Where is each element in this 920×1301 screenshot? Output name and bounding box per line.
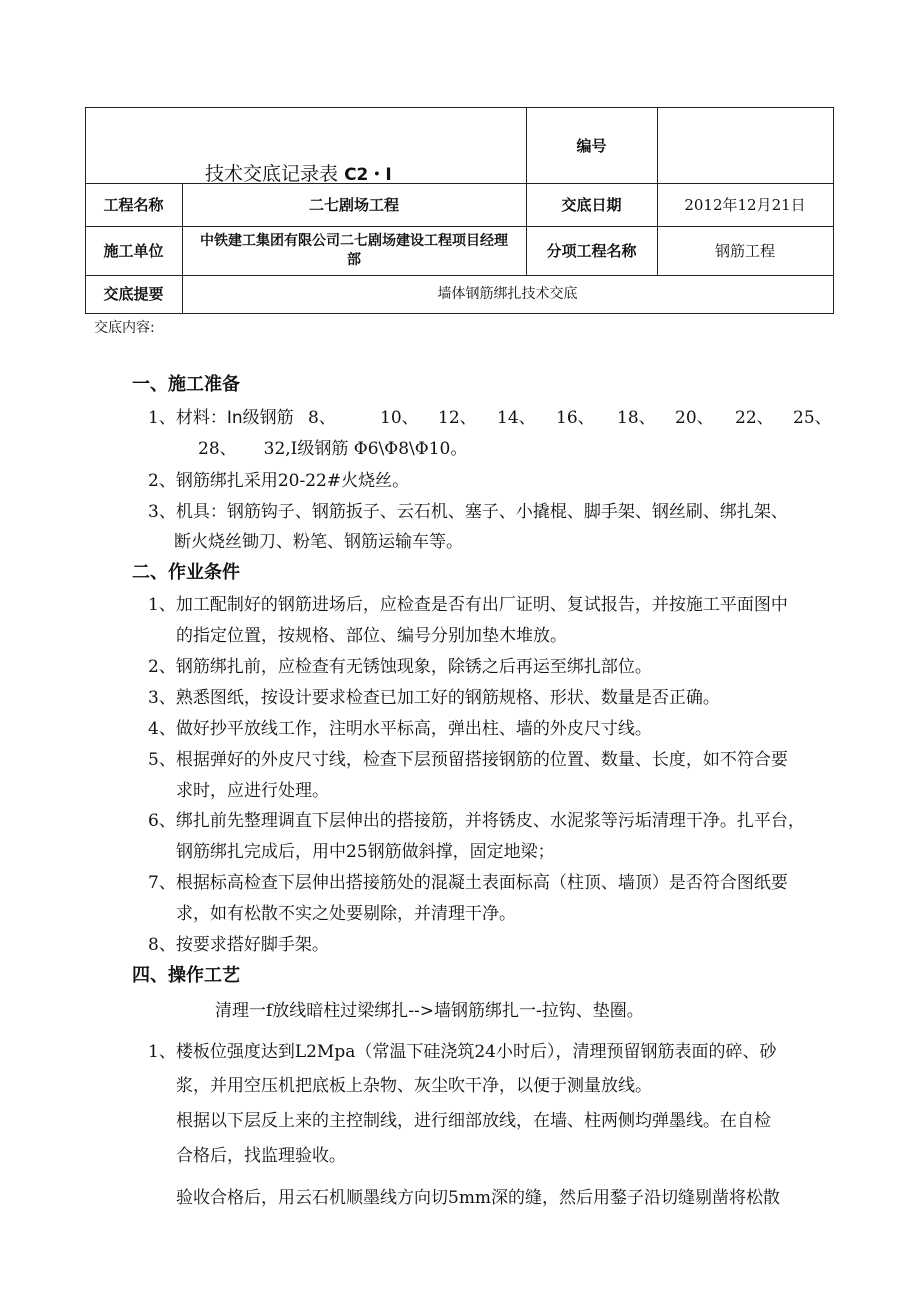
title-code: C2・I: [344, 165, 392, 185]
contractor-line-2: 部: [347, 251, 361, 268]
size-item: 10、: [380, 408, 419, 428]
s2-item5-line1: 5、根据弹好的外皮尺寸线，检查下层预留搭接钢筋的位置、数量、长度，如不符合要: [148, 750, 788, 770]
s2-item3: 3、熟悉图纸，按设计要求检查已加工好的钢筋规格、形状、数量是否正确。: [148, 688, 720, 708]
date-label: 交底日期: [561, 195, 622, 214]
size-item: 20、: [675, 408, 714, 428]
s2-item5-line2: 求时，应进行处理。: [176, 781, 329, 801]
s4-process-flow: 清理一f放线暗柱过梁绑扎-->墙钢筋绑扎一-拉钩、垫圈。: [215, 1001, 644, 1021]
s4-para2-line2: 合格后，找监理验收。: [176, 1146, 346, 1166]
header-table: [85, 107, 834, 314]
table-border-bottom: [85, 313, 834, 314]
subproject-label: 分项工程名称: [546, 241, 637, 260]
section-1-title: 一、施工准备: [132, 374, 240, 395]
s1-item3-line2: 断火烧丝锄刀、粉笔、钢筋运输车等。: [174, 532, 463, 552]
s2-item8: 8、按要求搭好脚手架。: [148, 935, 329, 955]
contractor-value: [182, 226, 526, 275]
s4-para2-line1: 根据以下层反上来的主控制线，进行细部放线，在墙、柱两侧均弹墨线。在自检: [176, 1111, 771, 1131]
s2-item6-line2: 钢筋绑扎完成后，用中25钢筋做斜撑，固定地梁；: [176, 842, 555, 862]
summary-label: 交底提要: [103, 285, 164, 303]
s2-item7-line2: 求，如有松散不实之处要剔除，并清理干净。: [176, 904, 516, 924]
contractor-line-1: 中铁建工集团有限公司二七剧场建设工程项目经理: [200, 232, 508, 249]
size-item: 18、: [617, 408, 656, 428]
section-2-title: 二、作业条件: [132, 562, 240, 583]
size-item: 22、: [735, 408, 774, 428]
s2-item6-line1: 6、绑扎前先整理调直下层伸出的搭接筋，并将锈皮、水泥浆等污垢清理干净。扎平台，: [148, 811, 805, 831]
size-item: 12、: [438, 408, 477, 428]
size-item: 25、: [793, 408, 832, 428]
summary-value: 墙体钢筋绑扎技术交底: [437, 286, 578, 302]
size-item: 8、: [308, 408, 336, 428]
number-label: 编号: [576, 137, 607, 155]
s2-item1-line2: 的指定位置，按规格、部位、编号分别加垫木堆放。: [176, 626, 567, 646]
s1-size-list: [0, 403, 920, 427]
s4-para3-line1: 验收合格后，用云石机顺墨线方向切5mm深的缝，然后用鍪子沿切缝剔凿将松散: [176, 1188, 781, 1208]
form-title: [205, 159, 392, 186]
contractor-label: 施工单位: [103, 241, 164, 260]
s1-item3-line1: 3、机具：钢筋钩子、钢筋扳子、云石机、塞子、小撬棍、脚手架、钢丝刷、绑扎架、: [148, 502, 788, 522]
content-label: 交底内容:: [94, 320, 155, 336]
s2-item2: 2、钢筋绑扎前，应检查有无锈蚀现象，除锈之后再运至绑扎部位。: [148, 657, 652, 677]
section-4-title: 四、操作工艺: [132, 965, 240, 986]
s2-item4: 4、做好抄平放线工作，注明水平标高，弹出柱、墙的外皮尺寸线。: [148, 719, 652, 739]
table-border-right: [833, 107, 834, 314]
s1-item1-grade: In级钢筋: [226, 408, 294, 428]
s2-item1-line1: 1、加工配制好的钢筋进场后，应检查是否有出厂证明、复试报告，并按施工平面图中: [148, 595, 788, 615]
size-item: 14、: [497, 408, 536, 428]
s2-item7-line1: 7、根据标高检查下层伸出搭接筋处的混凝土表面标高（柱顶、墙顶）是否符合图纸要: [148, 873, 788, 893]
s1-item2: 2、钢筋绑扎采用20-22#火烧丝。: [148, 471, 410, 491]
size-item: 16、: [556, 408, 595, 428]
s4-item1-line1: 1、楼板位强度达到L2Mpa（常温下硅浇筑24小时后），清理预留钢筋表面的碎、砂: [148, 1042, 777, 1062]
s1-item1-label: 1、材料：: [148, 408, 227, 428]
s1-item1-line2: 28、 32,I级钢筋 Φ6\Φ8\Φ10。: [198, 439, 468, 459]
subproject-value: 钢筋工程: [714, 241, 775, 260]
date-value: 2012年12月21日: [684, 195, 806, 214]
s4-item1-line2: 浆，并用空压机把底板上杂物、灰尘吹干净，以便于测量放线。: [176, 1076, 652, 1096]
project-name-value: 二七剧场工程: [308, 195, 399, 214]
project-name-label: 工程名称: [103, 195, 164, 214]
number-value: [657, 107, 833, 183]
title-text: 技术交底记录表: [205, 163, 339, 185]
